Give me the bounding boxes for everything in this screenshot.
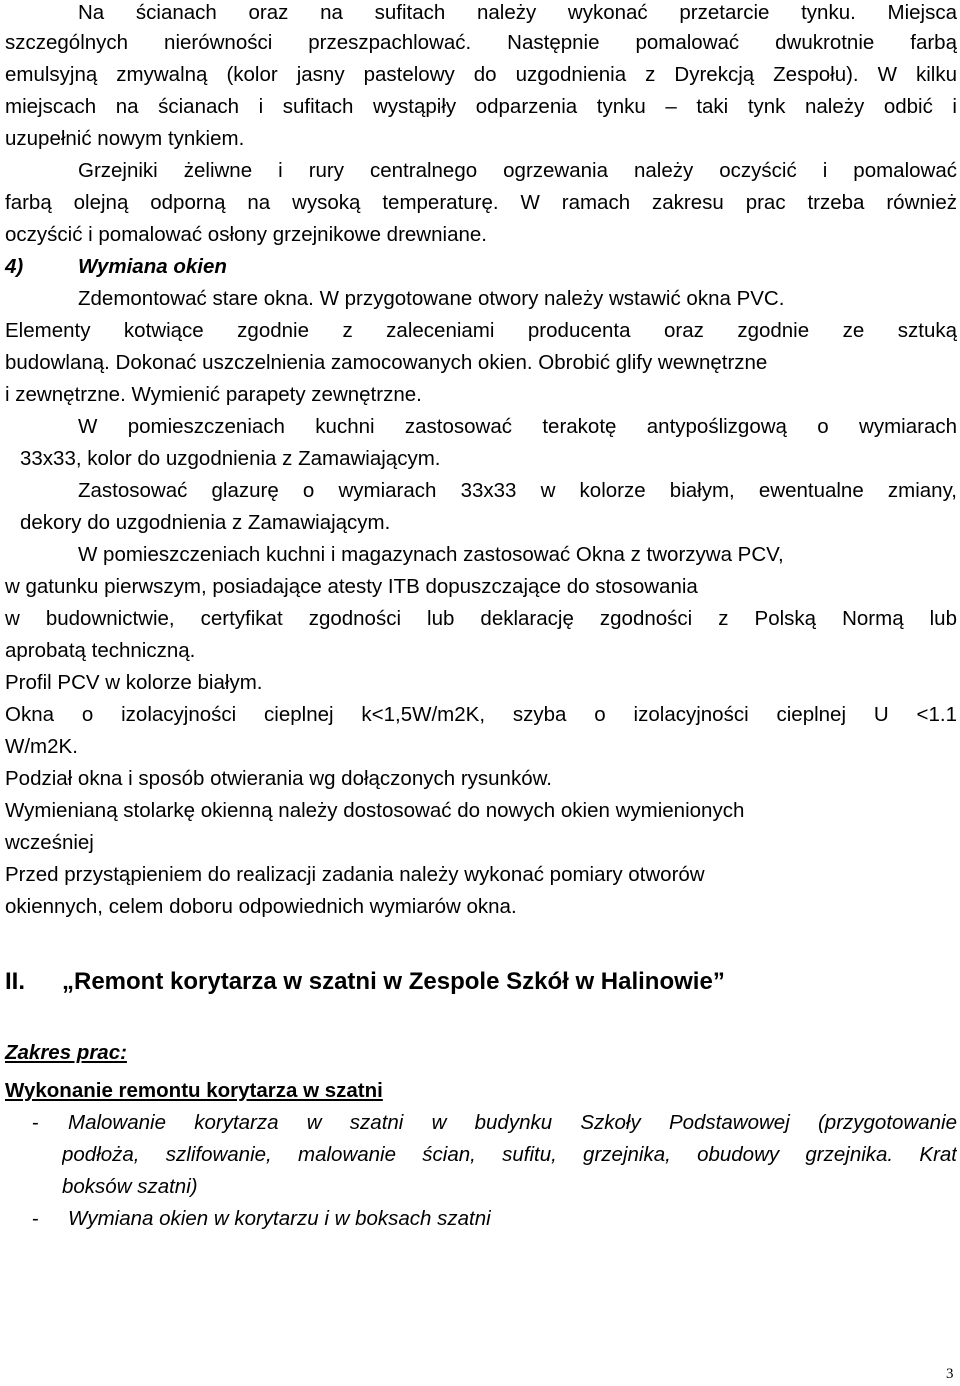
paragraph-line: budowlaną. Dokonać uszczelnienia zamocowanych okien. Obrobić glify wewnętrzne xyxy=(5,351,768,374)
paragraph-line: szczególnych nierówności przeszpachlować. Następnie pomalować dwukrotnie farbą xyxy=(5,31,957,54)
paragraph-line: Zdemontować stare okna. W przygotowane otwory należy wstawić okna PVC. xyxy=(78,287,785,310)
paragraph-line: wcześniej xyxy=(5,831,94,854)
paragraph-line: aprobatą techniczną. xyxy=(5,639,196,662)
section-title: Wymiana okien xyxy=(78,255,227,278)
paragraph-line: 33x33, kolor do uzgodnienia z Zamawiającym. xyxy=(20,447,441,470)
paragraph-line: W pomieszczeniach kuchni zastosować terakotę antypoślizgową o wymiarach xyxy=(78,415,957,438)
paragraph-line: Przed przystąpieniem do realizacji zadania należy wykonać pomiary otworów xyxy=(5,863,705,886)
paragraph-line: W pomieszczeniach kuchni i magazynach zastosować Okna z tworzywa PCV, xyxy=(78,543,784,566)
paragraph-line: emulsyjną zmywalną (kolor jasny pastelowy do uzgodnienia z Dyrekcją Zespołu). W kilku xyxy=(5,63,957,86)
paragraph-line: farbą olejną odporną na wysoką temperaturę. W ramach zakresu prac trzeba również xyxy=(5,191,957,214)
paragraph-line: uzupełnić nowym tynkiem. xyxy=(5,127,245,150)
paragraph-line: W/m2K. xyxy=(5,735,78,758)
bullet-text: podłoża, szlifowanie, malowanie ścian, sufitu, grzejnika, obudowy grzejnika. Krat xyxy=(62,1143,957,1166)
bullet-text: boksów szatni) xyxy=(62,1175,198,1198)
section-number: II. xyxy=(5,968,26,995)
paragraph-line: Elementy kotwiące zgodnie z zaleceniami producenta oraz zgodnie ze sztuką xyxy=(5,319,957,342)
paragraph-line: Podział okna i sposób otwierania wg dołączonych rysunków. xyxy=(5,767,552,790)
paragraph-line: Zastosować glazurę o wymiarach 33x33 w kolorze białym, ewentualne zmiany, xyxy=(78,479,957,502)
page-number: 3 xyxy=(946,1366,954,1382)
bullet-text: Wymiana okien w korytarzu i w boksach szatni xyxy=(68,1207,491,1230)
paragraph-line: Profil PCV w kolorze białym. xyxy=(5,671,263,694)
bullet-dash: - xyxy=(32,1207,39,1230)
paragraph-line: w gatunku pierwszym, posiadające atesty ITB dopuszczające do stosowania xyxy=(5,575,698,598)
paragraph-line: miejscach na ścianach i sufitach wystąpiły odparzenia tynku – taki tynk należy odbić i xyxy=(5,95,957,118)
paragraph-line: dekory do uzgodnienia z Zamawiającym. xyxy=(20,511,391,534)
paragraph-line: Na ścianach oraz na sufitach należy wykonać przetarcie tynku. Miejsca xyxy=(78,1,957,24)
paragraph-line: okiennych, celem doboru odpowiednich wymiarów okna. xyxy=(5,895,517,918)
paragraph-line: i zewnętrzne. Wymienić parapety zewnętrzne. xyxy=(5,383,422,406)
section-title: „Remont korytarza w szatni w Zespole Szkół w Halinowie” xyxy=(62,968,725,995)
bullet-dash: - xyxy=(32,1111,39,1134)
paragraph-line: Grzejniki żeliwne i rury centralnego ogrzewania należy oczyścić i pomalować xyxy=(78,159,957,182)
scope-subheading: Wykonanie remontu korytarza w szatni xyxy=(5,1079,383,1102)
paragraph-line: Okna o izolacyjności cieplnej k<1,5W/m2K, szyba o izolacyjności cieplnej U <1.1 xyxy=(5,703,957,726)
paragraph-line: Wymienianą stolarkę okienną należy dostosować do nowych okien wymienionych xyxy=(5,799,745,822)
paragraph-line: oczyścić i pomalować osłony grzejnikowe drewniane. xyxy=(5,223,487,246)
scope-heading: Zakres prac: xyxy=(5,1041,127,1064)
paragraph-line: w budownictwie, certyfikat zgodności lub deklarację zgodności z Polską Normą lub xyxy=(5,607,957,630)
section-number: 4) xyxy=(5,255,24,278)
bullet-text: Malowanie korytarza w szatni w budynku Szkoły Podstawowej (przygotowanie xyxy=(68,1111,957,1134)
